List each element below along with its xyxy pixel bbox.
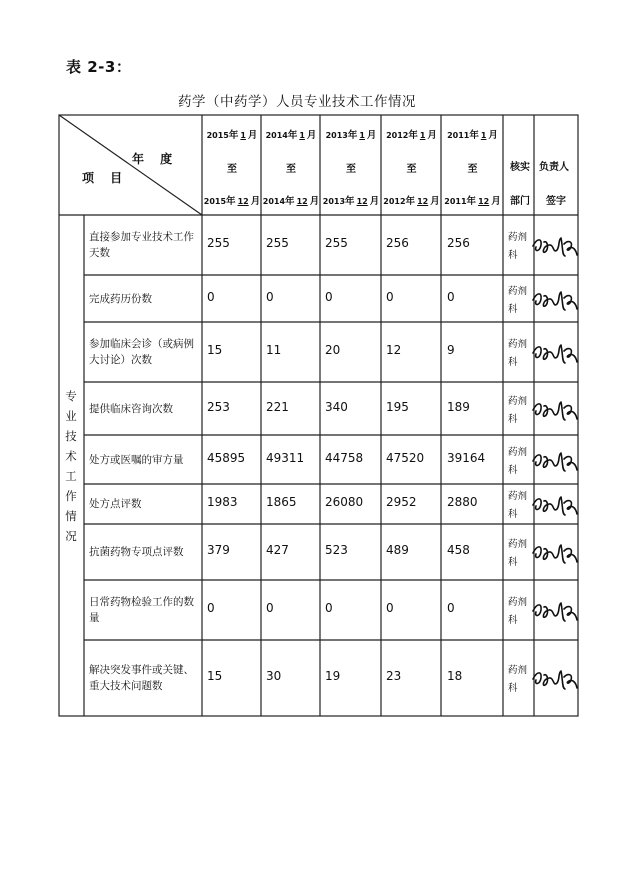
row-value: 0	[266, 289, 274, 304]
row-dept: 药剂科	[508, 539, 528, 568]
signature-image	[530, 335, 580, 369]
row-value: 0	[447, 601, 455, 615]
row-item-label: 完成药历份数	[89, 292, 152, 305]
row-value: 20	[325, 343, 341, 357]
row-item-label: 提供临床咨询次数	[89, 402, 173, 415]
row-value: 49311	[266, 450, 305, 465]
period-end-2015: 2015年 12 月	[203, 196, 261, 207]
row-value: 12	[386, 343, 402, 357]
signature-image	[530, 661, 580, 695]
header-verify-dept-2: 部门	[510, 196, 530, 207]
row-value: 23	[386, 669, 402, 683]
row-value: 256	[447, 236, 470, 250]
row-dept: 药剂科	[508, 597, 528, 626]
row-value: 47520	[386, 450, 425, 465]
header-year-label: 年 度	[132, 152, 179, 166]
row-item-label: 处方或医嘱的审方量	[89, 453, 184, 466]
row-value: 0	[207, 601, 215, 615]
period-start-2015: 2015年 1 月	[206, 130, 258, 141]
signature-image	[530, 487, 580, 521]
header-diagonal	[59, 115, 202, 215]
row-value: 1983	[207, 495, 238, 509]
row-value: 255	[266, 236, 289, 250]
period-to-label: 至	[346, 164, 356, 175]
row-value: 0	[325, 289, 333, 304]
row-value: 0	[266, 601, 274, 615]
period-start-2012: 2012年 1 月	[386, 130, 437, 141]
period-end-2011: 2011年 12 月	[444, 196, 501, 207]
row-item-label: 参加临床会诊（或病例大讨论）次数	[89, 338, 194, 366]
period-end-2012: 2012年 12 月	[383, 196, 440, 207]
row-value: 0	[386, 289, 394, 304]
row-dept: 药剂科	[508, 446, 528, 476]
row-value: 256	[386, 236, 409, 250]
header-signer-1: 负责人	[539, 162, 569, 173]
row-value: 11	[266, 343, 282, 357]
row-value: 39164	[447, 450, 486, 465]
row-value: 2952	[386, 495, 417, 509]
period-end-2014: 2014年 12 月	[262, 196, 320, 207]
row-value: 0	[325, 601, 333, 615]
period-to-label: 至	[227, 164, 237, 175]
row-value: 9	[447, 343, 455, 357]
row-value: 15	[207, 669, 223, 683]
row-value: 26080	[325, 495, 364, 509]
row-dept: 药剂科	[508, 285, 528, 315]
row-item-label: 抗菌药物专项点评数	[89, 546, 184, 558]
signature-image	[530, 228, 580, 262]
row-value: 379	[207, 543, 230, 557]
row-value: 0	[447, 289, 455, 304]
row-dept: 药剂科	[508, 232, 528, 261]
row-value: 253	[207, 399, 230, 414]
row-value: 15	[207, 343, 223, 357]
header-signer-2: 签字	[546, 196, 566, 207]
period-to-label: 至	[286, 164, 296, 175]
row-item-label: 日常药物检验工作的数量	[89, 596, 194, 624]
period-start-2014: 2014年 1 月	[265, 130, 317, 141]
row-value: 45895	[207, 450, 246, 465]
row-item-label: 直接参加专业技术工作天数	[89, 231, 194, 259]
row-value: 458	[447, 543, 470, 557]
row-value: 255	[325, 236, 348, 250]
period-to-label: 至	[467, 164, 478, 175]
signature-image	[530, 392, 580, 426]
row-item-label: 解决突发事件或关键、重大技术问题数	[89, 664, 194, 692]
row-value: 0	[386, 601, 394, 615]
row-value: 30	[266, 669, 282, 683]
row-value: 221	[266, 399, 289, 414]
period-to-label: 至	[406, 164, 417, 175]
row-dept: 药剂科	[508, 395, 528, 425]
section-label: 专业技术工作情况	[65, 389, 77, 543]
row-value: 18	[447, 669, 463, 683]
row-value: 340	[325, 399, 348, 414]
period-end-2013: 2013年 12 月	[322, 196, 380, 207]
signature-image	[530, 443, 580, 477]
row-value: 2880	[447, 495, 478, 509]
signature-image	[530, 593, 580, 627]
row-value: 19	[325, 669, 341, 683]
row-value: 0	[207, 289, 215, 304]
row-value: 255	[207, 236, 230, 250]
row-value: 44758	[325, 450, 364, 465]
signature-image	[530, 535, 580, 569]
row-value: 489	[386, 543, 409, 557]
table-title: 药学（中药学）人员专业技术工作情况	[178, 94, 416, 110]
row-dept: 药剂科	[508, 339, 528, 368]
period-start-2013: 2013年 1 月	[325, 130, 377, 141]
row-dept: 药剂科	[508, 491, 528, 520]
row-value: 427	[266, 543, 289, 557]
row-value: 189	[447, 399, 470, 414]
row-value: 523	[325, 543, 348, 557]
signature-image	[530, 282, 580, 316]
row-value: 195	[386, 399, 409, 414]
row-value: 1865	[266, 495, 297, 509]
row-dept: 药剂科	[508, 665, 528, 694]
table-number-heading: 表 2-3：	[66, 58, 132, 76]
row-item-label: 处方点评数	[89, 498, 142, 510]
header-item-label: 项 目	[82, 171, 129, 185]
header-verify-dept-1: 核实	[510, 162, 530, 173]
period-start-2011: 2011年 1 月	[447, 130, 498, 141]
